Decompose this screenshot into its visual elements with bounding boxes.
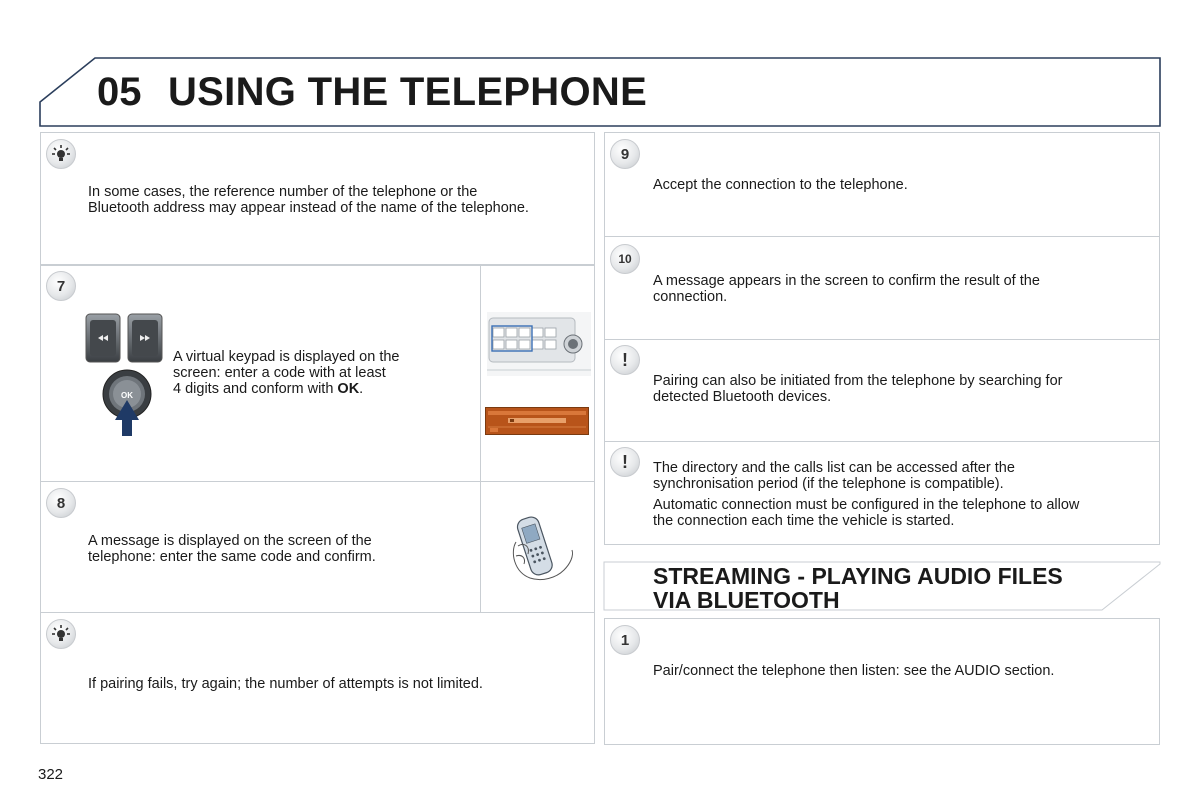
radio-keypad-icon	[487, 312, 591, 376]
warning-2-text: The directory and the calls list can be accessed after the synchronisation period (if the telephone is compatible). Automatic connection must be configured in the telephone to allow the connection each time the vehicle is started.	[653, 460, 1080, 529]
lightbulb-icon	[46, 139, 76, 169]
step-10-text: A message appears in the screen to confirm the result of the connection.	[653, 273, 1040, 305]
step-8-badge: 8	[46, 488, 76, 518]
display-screen-icon	[485, 407, 589, 435]
step-9-text: Accept the connection to the telephone.	[653, 177, 908, 193]
warning-icon: !	[610, 345, 640, 375]
lightbulb-icon	[46, 619, 76, 649]
ok-button-icon	[98, 368, 158, 438]
warning-1-text: Pairing can also be initiated from the telephone by searching for detected Bluetooth devices.	[653, 373, 1063, 405]
tip-2-text: If pairing fails, try again; the number of attempts is not limited.	[88, 676, 483, 692]
step-7-badge: 7	[46, 271, 76, 301]
step-9-badge: 9	[610, 139, 640, 169]
step-1-text: Pair/connect the telephone then listen: see the AUDIO section.	[653, 663, 1055, 679]
step-10-badge: 10	[610, 244, 640, 274]
warning-icon: !	[610, 447, 640, 477]
rewind-forward-buttons-icon	[84, 312, 164, 364]
ok-label: OK	[121, 391, 133, 400]
step-1-badge: 1	[610, 625, 640, 655]
page-number: 322	[38, 766, 64, 783]
streaming-section-title: STREAMING - PLAYING AUDIO FILES VIA BLUETOOTH	[653, 563, 1063, 613]
tip-1-text: In some cases, the reference number of the telephone or the Bluetooth address may appear instead of the name of the telephone.	[88, 184, 529, 216]
chapter-title: USING THE TELEPHONE	[168, 70, 648, 114]
step-7-text: A virtual keypad is displayed on the screen: enter a code with at least 4 digits and conform with OK.	[173, 349, 400, 397]
step-8-text: A message is displayed on the screen of the telephone: enter the same code and confirm.	[88, 533, 376, 565]
chapter-number: 05	[97, 70, 142, 114]
hand-phone-icon	[508, 512, 578, 584]
step-1-box	[604, 618, 1160, 745]
